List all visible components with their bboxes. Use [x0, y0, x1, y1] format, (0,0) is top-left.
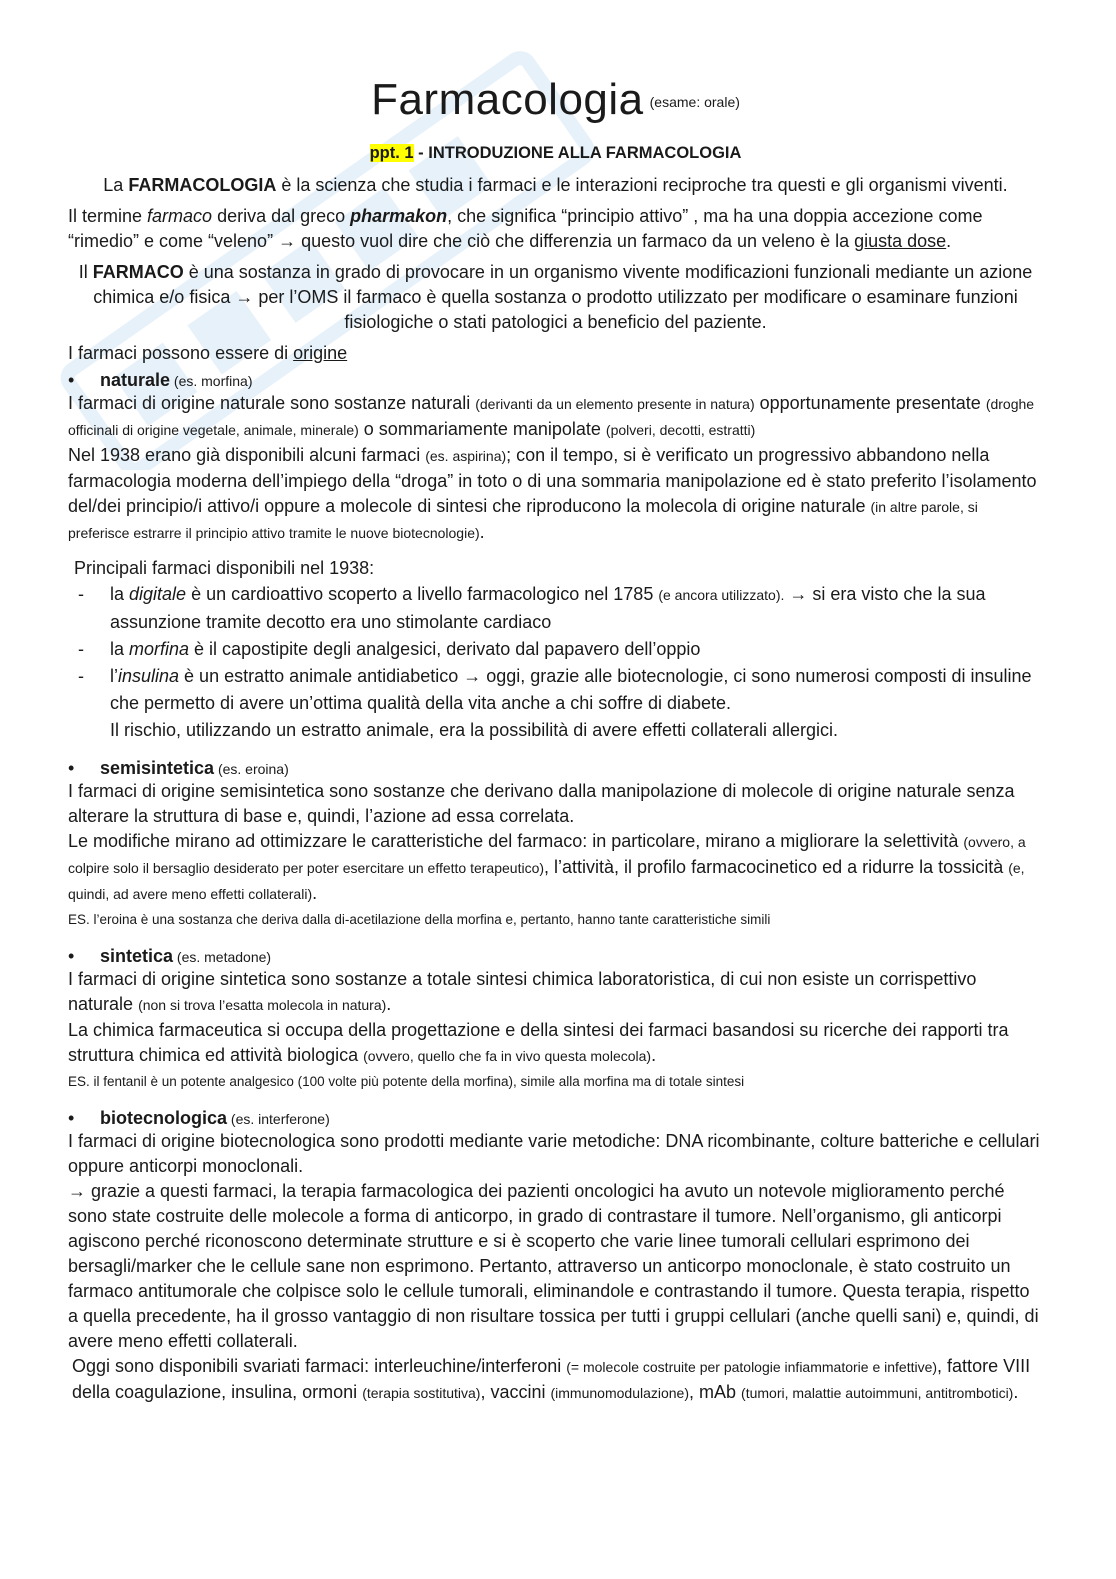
list-item: - la digitale è un cardioattivo scoperto a livello farmacologico nel 1785 (e ancora utilizzato). → si era visto che la sua assunzione tramite decotto era uno stimolante cardiaco [78, 584, 986, 633]
list-item: - l’insulina è un estratto animale antidiabetico → oggi, grazie alle biotecnologie, ci sono numerosi composti di insuline che permetto di avere un’ottima qualità della vita anche a chi soffre di diabete. [78, 666, 1032, 714]
semisintetica-paragraph-1: I farmaci di origine semisintetica sono sostanze che derivano dalla manipolazione di molecole di origine naturale senza alterare la struttura di base e, quindi, l’azione ad essa correlata. [68, 781, 1015, 827]
document-page [68, 72, 1043, 1406]
bullet-icon: • [68, 370, 75, 391]
naturale-paragraph-1: I farmaci di origine naturale sono sostanze naturali (derivanti da un elemento presente in natura) opportunamente presentate (droghe officinali di origine vegetale, animale, minerale) o sommariamente manipolate (polveri, decotti, estratti) [68, 393, 1035, 440]
intro-paragraph-3: Il FARMACO è una sostanza in grado di provocare in un organismo vivente modificazioni funzionali mediante un azione chimica e/o fisica → per l’OMS il farmaco è quella sostanza o prodotto utilizzato per modificare o esaminare funzioni fisiologiche o stati patologici a beneficio del paziente. [78, 262, 1033, 333]
bullet-icon: • [68, 1108, 75, 1129]
semisintetica-example: ES. l’eroina è una sostanza che deriva dalla di-acetilazione della morfina e, pertanto, hanno tante caratteristiche simili [68, 912, 771, 928]
sintetica-paragraph-2: La chimica farmaceutica si occupa della progettazione e della sintesi dei farmaci basandosi su ricerche dei rapporti tra struttura chimica ed attività biologica (ovvero, quello che fa in vivo questa molecola). [68, 1020, 1009, 1066]
sintetica-paragraph-1: I farmaci di origine sintetica sono sostanze a totale sintesi chimica laboratoristica, di cui non esiste un corrispettivo naturale (non si trova l’esatta molecola in natura). [68, 969, 977, 1015]
bullet-icon: • [68, 946, 75, 967]
naturale-risk-note: Il rischio, utilizzando un estratto animale, era la possibilità di avere effetti collaterali allergici. [110, 720, 839, 741]
intro-paragraph-1: La FARMACOLOGIA è la scienza che studia i farmaci e le interazioni reciproche tra questi e gli organismi viventi. [103, 175, 1008, 196]
bullet-naturale: • naturale (es. morfina) [68, 370, 253, 391]
naturale-list-title: Principali farmaci disponibili nel 1938: [74, 558, 375, 579]
semisintetica-paragraph-2: Le modifiche mirano ad ottimizzare le caratteristiche del farmaco: in particolare, mirano a migliorare la selettività (ovvero, a colpire solo il bersaglio desiderato per poter esercitare un effetto terapeutico), l’attività, il profilo farmacocinetico ed a ridurre la tossicità (e, quindi, ad avere meno effetti collaterali). [68, 831, 1026, 904]
page-title: Farmacologia (esame: orale) [371, 75, 740, 124]
bullet-sintetica: • sintetica (es. metadone) [68, 946, 272, 967]
page-title-sub: (esame: orale) [649, 94, 740, 111]
list-item: - la morfina è il capostipite degli analgesici, derivato dal papavero dell’oppio [78, 639, 701, 660]
biotecnologica-paragraph-3: Oggi sono disponibili svariati farmaci: interleuchine/interferoni (= molecole costruite per patologie infiammatorie e infettive), fattore VIII della coagulazione, insulina, ormoni (terapia sostitutiva), vaccini (immunomodulazione), mAb (tumori, malattie autoimmuni, antitrombotici). [72, 1356, 1031, 1403]
naturale-paragraph-2: Nel 1938 erano già disponibili alcuni farmaci (es. aspirina); con il tempo, si è verificato un progressivo abbandono nella farmacologia moderna dell’impiego della “droga” in toto o di una sommaria manipolazione ed è stato preferito l’isolamento del/dei principio/i attivo/i oppure a molecole di sintesi che riproducono la molecola di origine naturale (in altre parole, si preferisce estrarre il principio attivo tramite le nuove biotecnologie). [68, 445, 1037, 543]
sintetica-example: ES. il fentanil è un potente analgesico (100 volte più potente della morfina), simile alla morfina ma di totale sintesi [68, 1074, 745, 1090]
section-heading: ppt. 1 - INTRODUZIONE ALLA FARMACOLOGIA [369, 144, 742, 163]
bullet-semisintetica: • semisintetica (es. eroina) [68, 758, 289, 779]
intro-paragraph-2: Il termine farmaco deriva dal greco pharmakon, che significa “principio attivo” , ma ha una doppia accezione come “rimedio” e come “veleno” → questo vuol dire che ciò che differenzia un farmaco da un veleno è la giusta dose. [68, 206, 983, 252]
biotecnologica-paragraph-1: I farmaci di origine biotecnologica sono prodotti mediante varie metodiche: DNA ricombinante, colture batteriche e cellulari oppure anticorpi monoclonali. [68, 1131, 1040, 1177]
bullet-biotecnologica: • biotecnologica (es. interferone) [68, 1108, 330, 1129]
bullet-icon: • [68, 758, 75, 779]
intro-paragraph-4: I farmaci possono essere di origine [68, 343, 348, 364]
ppt-highlight: ppt. 1 [369, 144, 414, 163]
biotecnologica-paragraph-2: → grazie a questi farmaci, la terapia farmacologica dei pazienti oncologici ha avuto un notevole miglioramento perché sono state costruite delle molecole a forma di anticorpo, in grado di contrastare il tumore. Nell’organismo, gli anticorpi agiscono perché riconoscono determinate strutture e si è scoperto che varie linee tumorali cellulari esprimono dei bersagli/marker che le cellule sane non esprimono. Pertanto, attraverso un anticorpo monoclonale, è stato costruito un farmaco antitumorale che colpisce solo le cellule tumorali, eliminandole e contrastando il tumore. Questa terapia, rispetto a quella precedente, ha il grosso vantaggio di non risultare tossica per tutti i gruppi cellulari (anche quelli sani) e, quindi, di avere meno effetti collaterali. [68, 1181, 1039, 1352]
